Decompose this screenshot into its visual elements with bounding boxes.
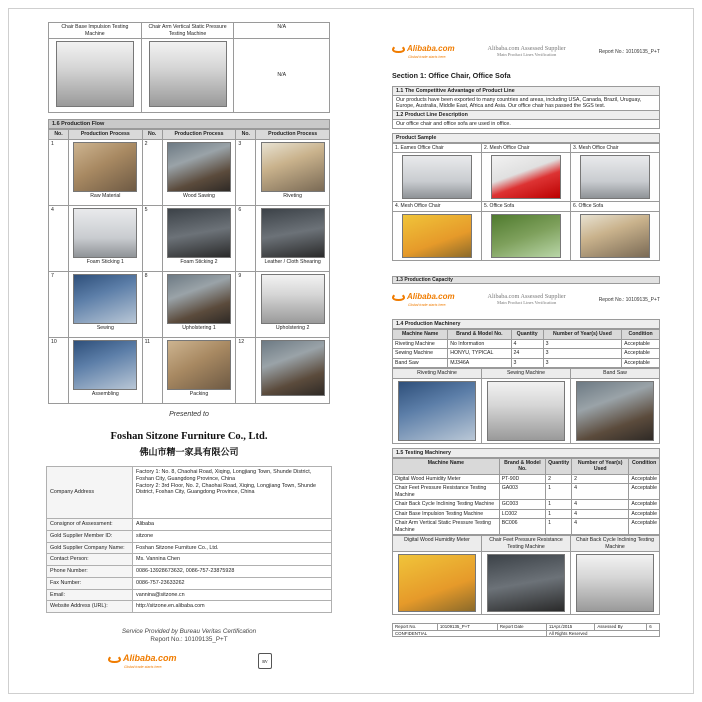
testing-na-cell: N/A — [234, 39, 330, 113]
info-value: Factory 1: No. 8, Chaohai Road, Xiqing, Longjiang Town, Shunde District, Foshan City, Guangdong Province, China Factory 2: 3rd Floor, No. 2, Chaohai Road, Xiqing, Longjiang Town, Shunde District, Foshan City, Guangdong Province, China — [133, 467, 332, 519]
service-provider-line: Service Provided by Bureau Veritas Certification — [121, 628, 257, 635]
alibaba-smile-icon — [108, 655, 121, 663]
footer-report-date-label: Report Date — [497, 624, 546, 631]
product-photo — [491, 155, 561, 199]
flow-step-label: Wood Sawing — [183, 192, 215, 199]
table-cell: Chair Feet Pressure Resistance Testing Machine — [393, 484, 500, 500]
column-header: Brand & Model No. — [448, 330, 511, 340]
company-name-en: Foshan Sitzone Furniture Co., Ltd. — [110, 431, 268, 442]
table-cell: LC002 — [499, 509, 545, 519]
table-cell: 1 — [546, 484, 572, 500]
page1-header-line2: Main Product Lines Verification — [497, 52, 557, 58]
table-cell: Acceptable — [629, 500, 660, 510]
table-cell: 3 — [543, 358, 622, 368]
flow-step-label: Upholstering 1 — [182, 324, 216, 331]
table-header-row — [393, 330, 660, 340]
info-key: Consignor of Assessment: — [47, 519, 133, 531]
flow-step-cell — [69, 205, 143, 271]
column-header: Machine Name — [393, 458, 500, 474]
testing-machine-table — [48, 22, 330, 113]
sample-photo-row — [393, 153, 660, 202]
table-cell: 1 — [546, 500, 572, 510]
section1-title: Section 1: Office Chair, Office Sofa — [392, 71, 511, 80]
flow-step-number: 10 — [49, 337, 69, 403]
sample-label: 4. Mesh Office Chair — [393, 202, 482, 211]
flow-row — [49, 139, 330, 205]
flow-step-cell — [162, 139, 236, 205]
flow-step-cell — [69, 337, 143, 403]
machinery-row — [393, 349, 660, 359]
flow-step-cell — [256, 139, 330, 205]
table-cell: Chair Arm Vertical Static Pressure Testing Machine — [393, 519, 500, 535]
testing-col1-header: Chair Base Impulsion Testing Machine — [49, 23, 142, 39]
flow-step-number: 2 — [142, 139, 162, 205]
table-cell: Acceptable — [629, 519, 660, 535]
page1-header — [392, 42, 660, 63]
alibaba-tagline: Global trade starts here. — [124, 665, 163, 669]
machine-photo — [487, 554, 565, 612]
alibaba-wordmark: Alibaba.com — [123, 653, 177, 663]
flow-step-label: Packing — [189, 390, 209, 397]
flow-head-no-1: No. — [49, 130, 69, 140]
sample-label-row — [393, 144, 660, 153]
left-report-page — [48, 22, 330, 405]
info-row — [47, 589, 332, 601]
info-row — [47, 519, 332, 531]
flow-step-number: 8 — [142, 271, 162, 337]
flow-step-label: Raw Material — [90, 192, 121, 199]
alibaba-tagline: Global trade starts here. — [408, 55, 447, 59]
info-row — [47, 467, 332, 519]
table-cell: 4 — [572, 509, 629, 519]
table-cell: 2 — [572, 474, 629, 484]
photo-row — [393, 378, 660, 443]
process-photo — [73, 340, 137, 390]
info-value: Alibaba — [133, 519, 332, 531]
testing-row — [393, 500, 660, 510]
process-photo — [167, 340, 231, 390]
sample-label-row — [393, 202, 660, 211]
machine-photo — [487, 381, 565, 441]
machine-photo — [398, 554, 476, 612]
photo-label: Band Saw — [571, 369, 660, 379]
footer-confidential: CONFIDENTIAL — [393, 630, 547, 637]
company-name-cn: 佛山市精一家具有限公司 — [139, 447, 239, 457]
machinery-photo-table — [392, 368, 660, 444]
flow-head-process-3: Production Process — [256, 130, 330, 140]
flow-step-cell — [162, 205, 236, 271]
machine-photo — [149, 41, 227, 107]
table-cell: BC006 — [499, 519, 545, 535]
sample-photo-cell — [482, 211, 571, 260]
machine-photo — [576, 554, 654, 612]
s12-text: Our office chair and office sofa are used in office. — [392, 120, 660, 129]
table-cell: 3 — [511, 358, 543, 368]
flow-step-number: 11 — [142, 337, 162, 403]
s13-production-capacity-bar: 1.3 Production Capacity — [392, 276, 660, 284]
report-footer-table — [392, 623, 660, 637]
photo-label-row — [393, 369, 660, 379]
info-key: Gold Supplier Member ID: — [47, 530, 133, 542]
machine-photo — [56, 41, 134, 107]
table-cell: 1 — [546, 509, 572, 519]
testing-photo-cell-1 — [49, 39, 142, 113]
flow-step-number: 1 — [49, 139, 69, 205]
testing-photo-cell-2 — [141, 39, 234, 113]
sample-label: 6. Office Sofa — [571, 202, 660, 211]
table-cell: Band Saw — [393, 358, 448, 368]
table-cell: 3 — [543, 349, 622, 359]
footer-report-no-value: 10109135_P+T — [437, 624, 497, 631]
flow-step-number: 12 — [236, 337, 256, 403]
testing-row — [393, 509, 660, 519]
s11-text: Our products have been exported to many countries and areas, including USA, Canada, Brazil, Uruguay, Europe, Australia, Middle East, Africa and Asia. Our office chair has passed the SGS test. — [392, 96, 660, 111]
table-cell: No Information — [448, 339, 511, 349]
column-header: Quantity — [546, 458, 572, 474]
flow-step-cell — [256, 271, 330, 337]
info-row — [47, 530, 332, 542]
photo-label: Digital Wood Humidity Meter — [393, 536, 482, 552]
table-cell: 4 — [572, 500, 629, 510]
flow-step-cell — [256, 337, 330, 403]
process-photo — [167, 274, 231, 324]
bureau-veritas-logo: BV — [258, 653, 272, 669]
product-sample-table — [392, 143, 660, 261]
info-value[interactable]: vannina@sitzone.cn — [133, 589, 332, 601]
product-photo — [402, 214, 472, 258]
flow-step-number: 9 — [236, 271, 256, 337]
testing-machinery-table — [392, 458, 660, 536]
page1-header-title — [488, 45, 566, 58]
table-cell: 1 — [546, 519, 572, 535]
flow-step-number: 3 — [236, 139, 256, 205]
footer-report-date-value: 11Apr./2015 — [546, 624, 594, 631]
table-cell: HONYU, TYPICAL — [448, 349, 511, 359]
info-row — [47, 601, 332, 613]
page2-alibaba-logo — [392, 292, 455, 307]
photo-cell — [571, 378, 660, 443]
flow-step-number: 4 — [49, 205, 69, 271]
photo-row — [393, 552, 660, 615]
info-row — [47, 577, 332, 589]
info-key: Phone Number: — [47, 566, 133, 578]
process-photo — [73, 142, 137, 192]
table-cell: Acceptable — [622, 358, 660, 368]
info-key: Website Address (URL): — [47, 601, 133, 613]
table-cell: Acceptable — [629, 509, 660, 519]
flow-step-cell — [162, 271, 236, 337]
sample-photo-cell — [571, 153, 660, 202]
page2-header — [392, 290, 660, 311]
footer-report-no-label: Report No. — [393, 624, 438, 631]
table-cell: 4 — [511, 339, 543, 349]
table-cell: 24 — [511, 349, 543, 359]
testing-row — [393, 484, 660, 500]
cover-page — [46, 405, 332, 681]
alibaba-tagline: Global trade starts here. — [408, 303, 447, 307]
column-header: Condition — [629, 458, 660, 474]
sample-photo-cell — [482, 153, 571, 202]
sample-photo-cell — [393, 211, 482, 260]
flow-row — [49, 205, 330, 271]
testing-photo-table — [392, 535, 660, 615]
table-cell: GA003 — [499, 484, 545, 500]
product-sample-title: Product Sample — [392, 133, 660, 143]
testing-col3-header: N/A — [234, 23, 330, 39]
process-photo — [73, 274, 137, 324]
photo-cell — [393, 552, 482, 615]
flow-head-no-3: No. — [236, 130, 256, 140]
flow-step-cell — [69, 139, 143, 205]
page2-report-no: Report No.: 10109135_P+T — [598, 296, 660, 303]
flow-step-label: Upholstering 2 — [275, 324, 310, 331]
testing-row — [393, 474, 660, 484]
table-cell: Acceptable — [622, 349, 660, 359]
flow-step-cell — [256, 205, 330, 271]
testing-col2-header: Chair Arm Vertical Static Pressure Testing Machine — [141, 23, 234, 39]
table-cell: Acceptable — [629, 474, 660, 484]
s14-title: 1.4 Production Machinery — [392, 319, 660, 329]
flow-head-process-2: Production Process — [162, 130, 236, 140]
photo-cell — [393, 378, 482, 443]
page2-header-title — [488, 293, 566, 306]
flow-row — [49, 337, 330, 403]
process-photo — [261, 274, 325, 324]
alibaba-wordmark: Alibaba.com — [407, 44, 455, 53]
production-flow-title: 1.6 Production Flow — [48, 119, 330, 129]
sample-photo-cell — [571, 211, 660, 260]
flow-step-label: Sewing — [96, 324, 114, 331]
photo-cell — [482, 552, 571, 615]
right-report-page-1 — [392, 42, 660, 261]
page2-header-line1: Alibaba.com Assessed Supplier — [487, 293, 566, 301]
table-cell: GC003 — [499, 500, 545, 510]
flow-step-cell — [69, 271, 143, 337]
info-key: Contact Person: — [47, 554, 133, 566]
table-cell: Chair Back Cycle Inclining Testing Machine — [393, 500, 500, 510]
s15-title: 1.5 Testing Machinery — [392, 448, 660, 458]
info-value: 0086-13928673632, 0086-757-23875928 — [133, 566, 332, 578]
flow-head-process-1: Production Process — [69, 130, 143, 140]
info-value: sitzone — [133, 530, 332, 542]
info-row — [47, 566, 332, 578]
footer-rights: All Rights Reserved — [546, 630, 659, 637]
table-cell: 3 — [543, 339, 622, 349]
presented-to-label: Presented to — [169, 411, 209, 418]
table-cell: 4 — [572, 519, 629, 535]
alibaba-logo — [108, 653, 177, 669]
photo-cell — [482, 378, 571, 443]
table-cell: 2 — [546, 474, 572, 484]
column-header: Condition — [622, 330, 660, 340]
page1-alibaba-logo — [392, 44, 455, 59]
machinery-row — [393, 339, 660, 349]
sample-photo-cell — [393, 153, 482, 202]
flow-step-label: Assembling — [91, 390, 119, 397]
company-info-table — [46, 466, 332, 613]
info-key: Company Address — [47, 467, 133, 519]
table-cell: MJ346A — [448, 358, 511, 368]
page2-header-line2: Main Product Lines Verification — [497, 300, 557, 306]
process-photo — [73, 208, 137, 258]
footer-page-number: 6 — [647, 624, 660, 631]
photo-label: Riveting Machine — [393, 369, 482, 379]
production-flow-table — [48, 129, 330, 404]
alibaba-smile-icon — [392, 45, 405, 53]
table-cell: Acceptable — [622, 339, 660, 349]
flow-step-cell — [162, 337, 236, 403]
flow-step-number: 6 — [236, 205, 256, 271]
process-photo — [167, 208, 231, 258]
process-photo — [167, 142, 231, 192]
flow-step-label: Riveting — [283, 192, 303, 199]
info-value[interactable]: http://sitzone.en.alibaba.com — [133, 601, 332, 613]
flow-step-label: Leather / Cloth Shearing — [264, 258, 321, 265]
flow-step-number: 7 — [49, 271, 69, 337]
info-value: Foshan Sitzone Furniture Co., Ltd. — [133, 542, 332, 554]
alibaba-smile-icon — [392, 293, 405, 301]
info-row — [47, 554, 332, 566]
table-cell: PT-90D — [499, 474, 545, 484]
column-header: Quantity — [511, 330, 543, 340]
table-cell: Acceptable — [629, 484, 660, 500]
info-key: Email: — [47, 589, 133, 601]
flow-step-label: Foam Sticking 1 — [86, 258, 124, 265]
product-photo — [580, 155, 650, 199]
sample-label: 1. Eames Office Chair — [393, 144, 482, 153]
footer-assessed-by-label: Assessed By — [595, 624, 647, 631]
photo-cell — [571, 552, 660, 615]
flow-step-number: 5 — [142, 205, 162, 271]
production-machinery-table — [392, 329, 660, 368]
testing-row — [393, 519, 660, 535]
flow-row — [49, 271, 330, 337]
page1-header-line1: Alibaba.com Assessed Supplier — [487, 45, 566, 53]
s11-title: 1.1 The Competitive Advantage of Product Line — [392, 86, 660, 96]
sample-label: 2. Mesh Office Chair — [482, 144, 571, 153]
sample-label: 3. Mesh Office Chair — [571, 144, 660, 153]
process-photo — [261, 208, 325, 258]
info-key: Fax Number: — [47, 577, 133, 589]
report-number-line: Report No.: 10109135_P+T — [150, 636, 228, 643]
column-header: Number of Year(s) Used — [543, 330, 622, 340]
photo-label: Chair Back Cycle Inclining Testing Machine — [571, 536, 660, 552]
table-cell: Digital Wood Humidity Meter — [393, 474, 500, 484]
photo-label: Chair Feet Pressure Resistance Testing Machine — [482, 536, 571, 552]
photo-label: Sewing Machine — [482, 369, 571, 379]
machine-photo — [576, 381, 654, 441]
column-header: Machine Name — [393, 330, 448, 340]
table-cell: 4 — [572, 484, 629, 500]
table-header-row — [393, 458, 660, 474]
flow-head-no-2: No. — [142, 130, 162, 140]
info-value: 0086-757-23633262 — [133, 577, 332, 589]
table-cell: Sewing Machine — [393, 349, 448, 359]
column-header: Number of Year(s) Used — [572, 458, 629, 474]
product-photo — [580, 214, 650, 258]
product-photo — [491, 214, 561, 258]
column-header: Brand & Model No. — [499, 458, 545, 474]
info-value: Ms. Vannina Chen — [133, 554, 332, 566]
table-cell: Riveting Machine — [393, 339, 448, 349]
flow-step-label: Foam Sticking 2 — [180, 258, 218, 265]
alibaba-wordmark: Alibaba.com — [407, 292, 455, 301]
product-photo — [402, 155, 472, 199]
s12-title: 1.2 Product Line Description — [392, 111, 660, 120]
sample-label: 5. Office Sofa — [482, 202, 571, 211]
machine-photo — [398, 381, 476, 441]
sample-photo-row — [393, 211, 660, 260]
photo-label-row — [393, 536, 660, 552]
info-row — [47, 542, 332, 554]
machinery-row — [393, 358, 660, 368]
right-report-page-2 — [392, 290, 660, 637]
process-photo — [261, 340, 325, 396]
process-photo — [261, 142, 325, 192]
info-key: Gold Supplier Company Name: — [47, 542, 133, 554]
page1-report-no: Report No.: 10109135_P+T — [598, 48, 660, 55]
table-cell: Chair Base Impulsion Testing Machine — [393, 509, 500, 519]
